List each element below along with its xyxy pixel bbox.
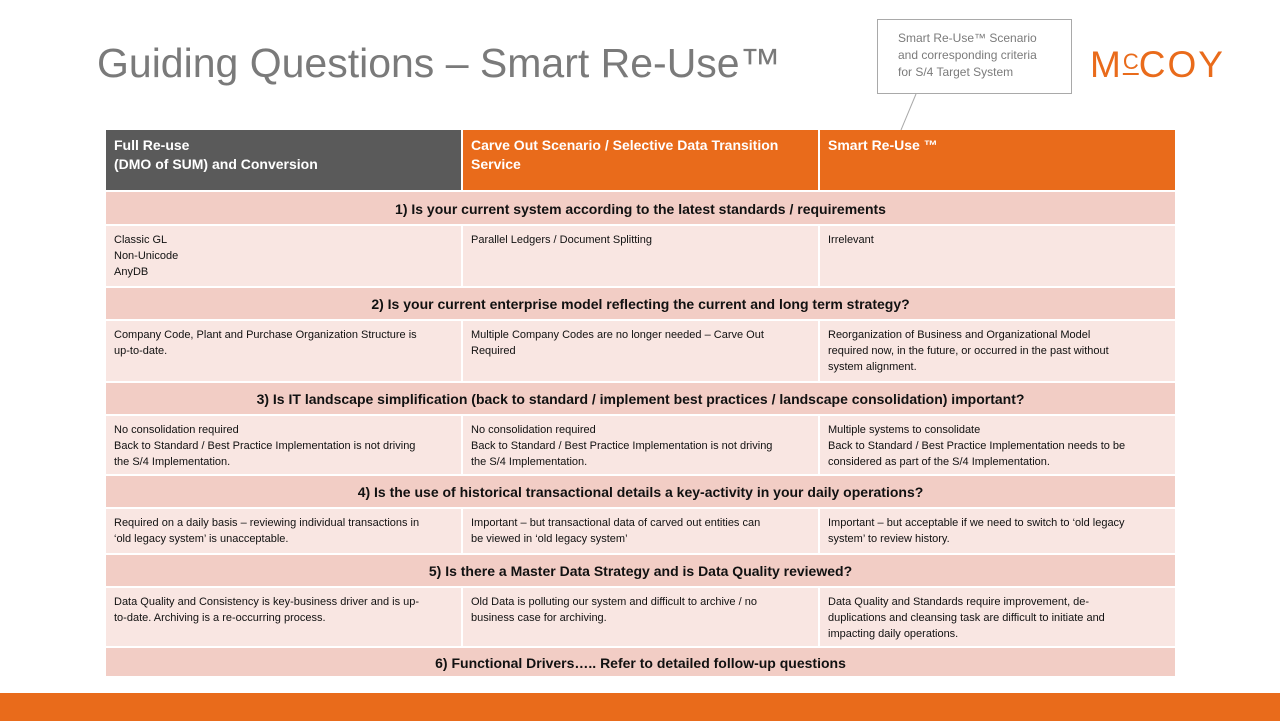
answer-row	[106, 414, 1175, 474]
logo-rest: COY	[1138, 44, 1225, 85]
answer-cell: Important – but acceptable if we need to switch to ‘old legacy system’ to review history.	[820, 509, 1175, 553]
logo-small-c: C	[1122, 49, 1139, 74]
mccoy-logo	[1090, 44, 1225, 86]
question-row: 6) Functional Drivers….. Refer to detailed follow-up questions	[106, 646, 1175, 676]
footer-accent-bar	[0, 693, 1280, 721]
question-row: 3) Is IT landscape simplification (back to standard / implement best practices / landscape consolidation) important?	[106, 381, 1175, 414]
answer-cell: Required on a daily basis – reviewing individual transactions in ‘old legacy system’ is unacceptable.	[106, 509, 463, 553]
header-smart-reuse	[820, 130, 1175, 190]
question-row: 2) Is your current enterprise model reflecting the current and long term strategy?	[106, 286, 1175, 319]
table-header-row	[106, 130, 1175, 190]
answer-cell: Company Code, Plant and Purchase Organization Structure is up-to-date.	[106, 321, 463, 381]
answer-cell: Multiple Company Codes are no longer needed – Carve Out Required	[463, 321, 820, 381]
header-carve-out-line1: Carve Out Scenario / Selective Data Transition	[471, 137, 779, 153]
question-row: 4) Is the use of historical transactional details a key-activity in your daily operations?	[106, 474, 1175, 507]
header-full-reuse	[106, 130, 463, 190]
answer-row	[106, 507, 1175, 553]
answer-cell: Data Quality and Standards require improvement, de- duplications and cleansing task are difficult to initiate and impacting daily operations.	[820, 588, 1175, 646]
guiding-questions-table	[106, 130, 1175, 676]
answer-cell: Parallel Ledgers / Document Splitting	[463, 226, 820, 286]
answer-cell: No consolidation required Back to Standard / Best Practice Implementation is not driving the S/4 Implementation.	[463, 416, 820, 474]
question-row: 5) Is there a Master Data Strategy and is Data Quality reviewed?	[106, 553, 1175, 586]
answer-cell: Old Data is polluting our system and difficult to archive / no business case for archiving.	[463, 588, 820, 646]
answer-cell: Irrelevant	[820, 226, 1175, 286]
question-row: 1) Is your current system according to the latest standards / requirements	[106, 190, 1175, 224]
header-full-reuse-line1: Full Re-use	[114, 137, 190, 153]
header-full-reuse-line2: (DMO of SUM) and Conversion	[114, 156, 318, 172]
header-carve-out-line2: Service	[471, 156, 521, 172]
page-title: Guiding Questions – Smart Re-Use™	[97, 40, 781, 86]
logo-m: M	[1090, 44, 1123, 85]
answer-cell: Data Quality and Consistency is key-business driver and is up- to-date. Archiving is a re-occurring process.	[106, 588, 463, 646]
answer-cell: Reorganization of Business and Organizational Model required now, in the future, or occurred in the past without system alignment.	[820, 321, 1175, 381]
answer-row	[106, 224, 1175, 286]
answer-cell: Important – but transactional data of carved out entities can be viewed in ‘old legacy system’	[463, 509, 820, 553]
answer-cell: Multiple systems to consolidate Back to Standard / Best Practice Implementation needs to be considered as part of the S/4 Implementation.	[820, 416, 1175, 474]
header-carve-out	[463, 130, 820, 190]
callout-line-2: and corresponding criteria	[898, 48, 1037, 62]
answer-row	[106, 319, 1175, 381]
answer-row	[106, 586, 1175, 646]
answer-cell: No consolidation required Back to Standard / Best Practice Implementation is not driving the S/4 Implementation.	[106, 416, 463, 474]
callout-line-3: for S/4 Target System	[898, 65, 1014, 79]
callout-box	[877, 19, 1072, 94]
answer-cell: Classic GL Non-Unicode AnyDB	[106, 226, 463, 286]
header-smart-reuse-line1: Smart Re-Use ™	[828, 137, 938, 153]
callout-line-1: Smart Re-Use™ Scenario	[898, 31, 1037, 45]
